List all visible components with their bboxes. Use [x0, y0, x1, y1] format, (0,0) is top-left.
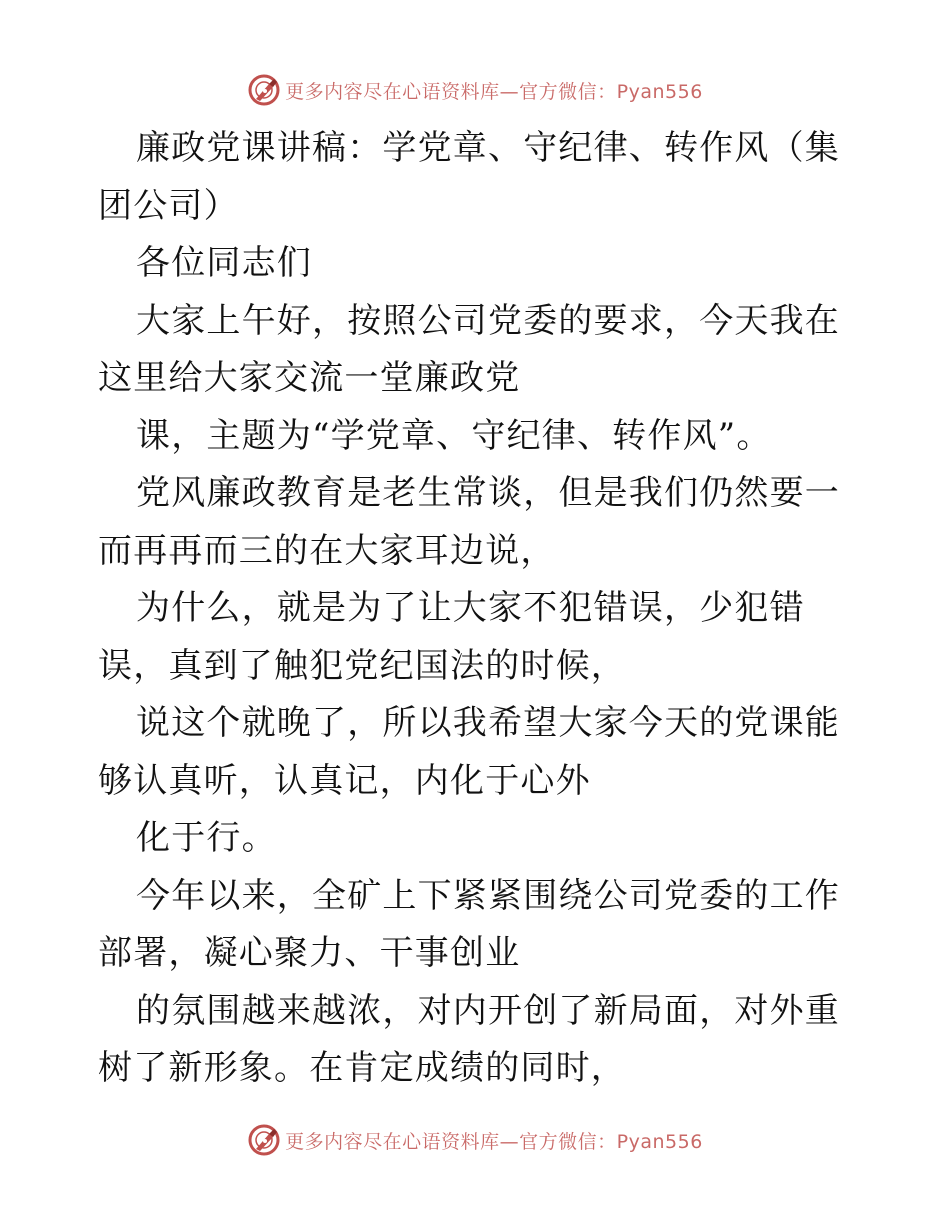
paragraph: 的氛围越来越浓，对内开创了新局面，对外重树了新形象。在肯定成绩的同时， [98, 990, 840, 1088]
paragraph: 说这个就晚了，所以我希望大家今天的党课能够认真听，认真记，内化于心外 [98, 703, 840, 801]
paragraph: 课，主题为“学党章、守纪律、转作风”。 [136, 415, 772, 456]
document-title: 廉政党课讲稿：学党章、守纪律、转作风（集团公司） [98, 128, 840, 226]
paragraph: 党风廉政教育是老生常谈，但是我们仍然要一而再再而三的在大家耳边说， [98, 473, 840, 571]
paragraph: 为什么，就是为了让大家不犯错误，少犯错误，真到了触犯党纪国法的时候， [98, 588, 805, 686]
paragraph: 各位同志们 [136, 243, 312, 283]
paragraph: 大家上午好，按照公司党委的要求，今天我在这里给大家交流一堂廉政党 [98, 300, 840, 398]
pen-nib-seal-icon [247, 1123, 281, 1157]
document-body [98, 120, 858, 1120]
paragraph: 化于行。 [136, 818, 277, 858]
watermark-text: 更多内容尽在心语资料库—官方微信：Pyan556 [285, 80, 703, 103]
watermark-text: 更多内容尽在心语资料库—官方微信：Pyan556 [285, 1130, 703, 1153]
pen-nib-seal-icon [247, 73, 281, 107]
watermark-header [0, 72, 950, 108]
paragraph: 今年以来，全矿上下紧紧围绕公司党委的工作部署，凝心聚力、干事创业 [98, 875, 840, 973]
watermark-footer [0, 1122, 950, 1158]
